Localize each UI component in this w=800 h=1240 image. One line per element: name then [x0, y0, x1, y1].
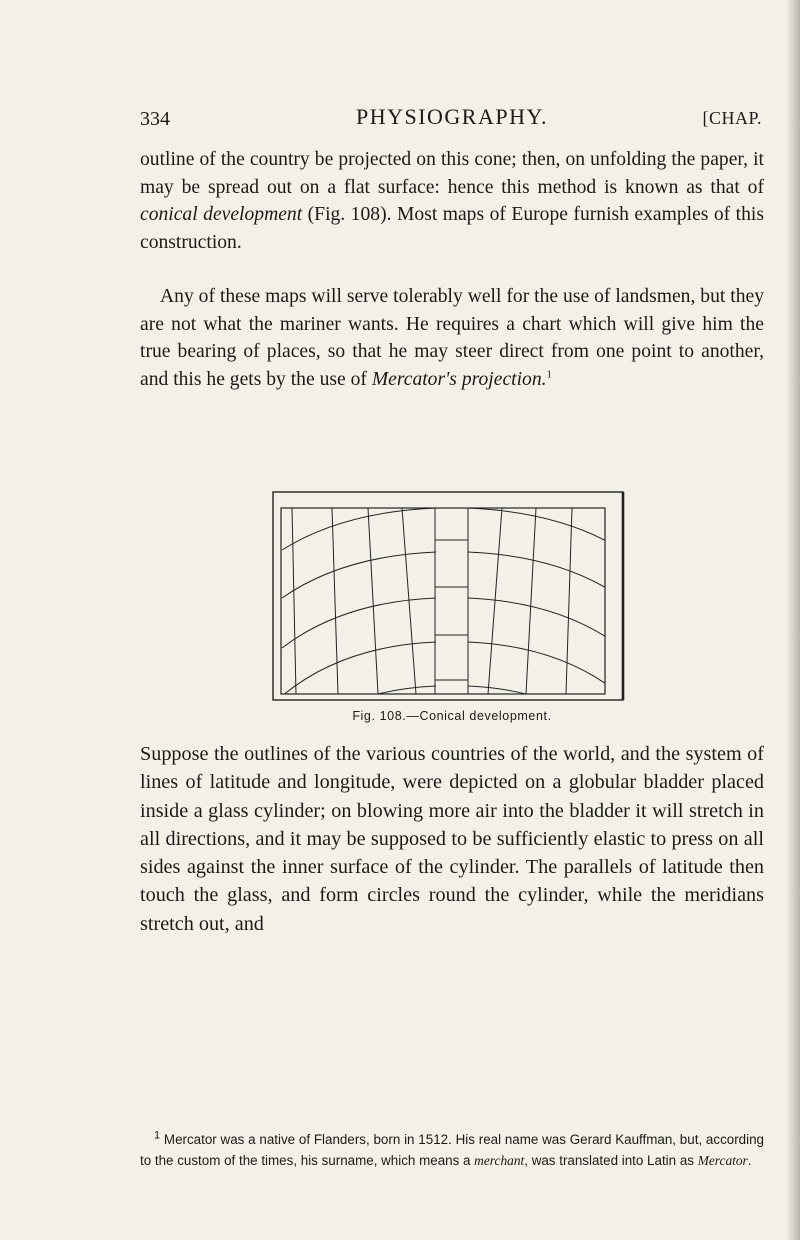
- parallel-arc: [282, 552, 436, 598]
- meridian-line: [608, 508, 612, 694]
- footnote: [140, 1129, 764, 1171]
- page-edge-shadow: [786, 0, 800, 1240]
- paragraph-bladder-analogy: Suppose the outlines of the various countries of the world, and the system of lines of latitude and longitude, were depicted on a globular bladder placed inside a glass cylinder; on blowing more air into the bladder it will stretch in all directions, and it may be supposed to be sufficiently elastic to press on all sides against the inner surface of the cylinder. The parallels of latitude then touch the glass, and form circles round the cylinder, while the meridians stretch out, and: [140, 743, 764, 935]
- parallel-arc: [282, 508, 436, 550]
- running-title: PHYSIOGRAPHY.: [355, 104, 549, 129]
- parallel-arc: [468, 508, 622, 550]
- footnote-text: Mercator was a native of Flanders, born in 1512. His real name was Gerard Kauffman, but, according to the custom of the times, his surname, which means a: [140, 1132, 764, 1168]
- outer-frame: [273, 492, 623, 700]
- parallel-arc: [468, 598, 622, 648]
- italic-word: merchant: [474, 1153, 525, 1168]
- running-header: [140, 104, 764, 134]
- parallel-arc: [282, 686, 436, 705]
- meridian-line: [368, 508, 378, 694]
- parallel-arc: [468, 686, 622, 705]
- paragraph-conical-development: [140, 146, 764, 256]
- paragraph-text: Any of these maps will serve tolerably well for the use of landsmen, but they are not what the mariner wants. He requires a chart which will give him the true bearing of places, so that he may steer direct from one point to another, and this he gets by the use of: [140, 286, 764, 390]
- italic-term: conical development: [140, 204, 303, 225]
- meridian-line: [526, 508, 536, 694]
- meridian-line: [332, 508, 338, 694]
- parallel-arc: [282, 598, 436, 648]
- footnote-text: .: [747, 1153, 752, 1168]
- meridian-line: [566, 508, 572, 694]
- footnote-marker: 1: [154, 1129, 161, 1142]
- figure-caption: Fig. 108.—Conical development.: [352, 709, 552, 723]
- page-number: 334: [140, 108, 170, 130]
- paragraph-mercator-intro: [140, 283, 764, 393]
- paragraph-text: outline of the country be projected on this cone; then, on unfolding the paper, it may be spread out on a flat surface: hence this method is known as that of: [140, 149, 764, 198]
- footnote-reference: 1: [546, 367, 553, 380]
- paragraph-text: (Fig. 108). Most maps of Europe furnish examples of this construction.: [140, 204, 764, 253]
- chapter-mark: [CHAP.: [702, 108, 762, 128]
- parallel-arc: [468, 552, 622, 598]
- meridian-line: [292, 508, 296, 694]
- conical-development-diagram: [268, 490, 628, 705]
- footnote-text: , was translated into Latin as: [524, 1153, 698, 1168]
- italic-word: Mercator: [697, 1153, 748, 1168]
- italic-term: Mercator's projection.: [371, 368, 547, 390]
